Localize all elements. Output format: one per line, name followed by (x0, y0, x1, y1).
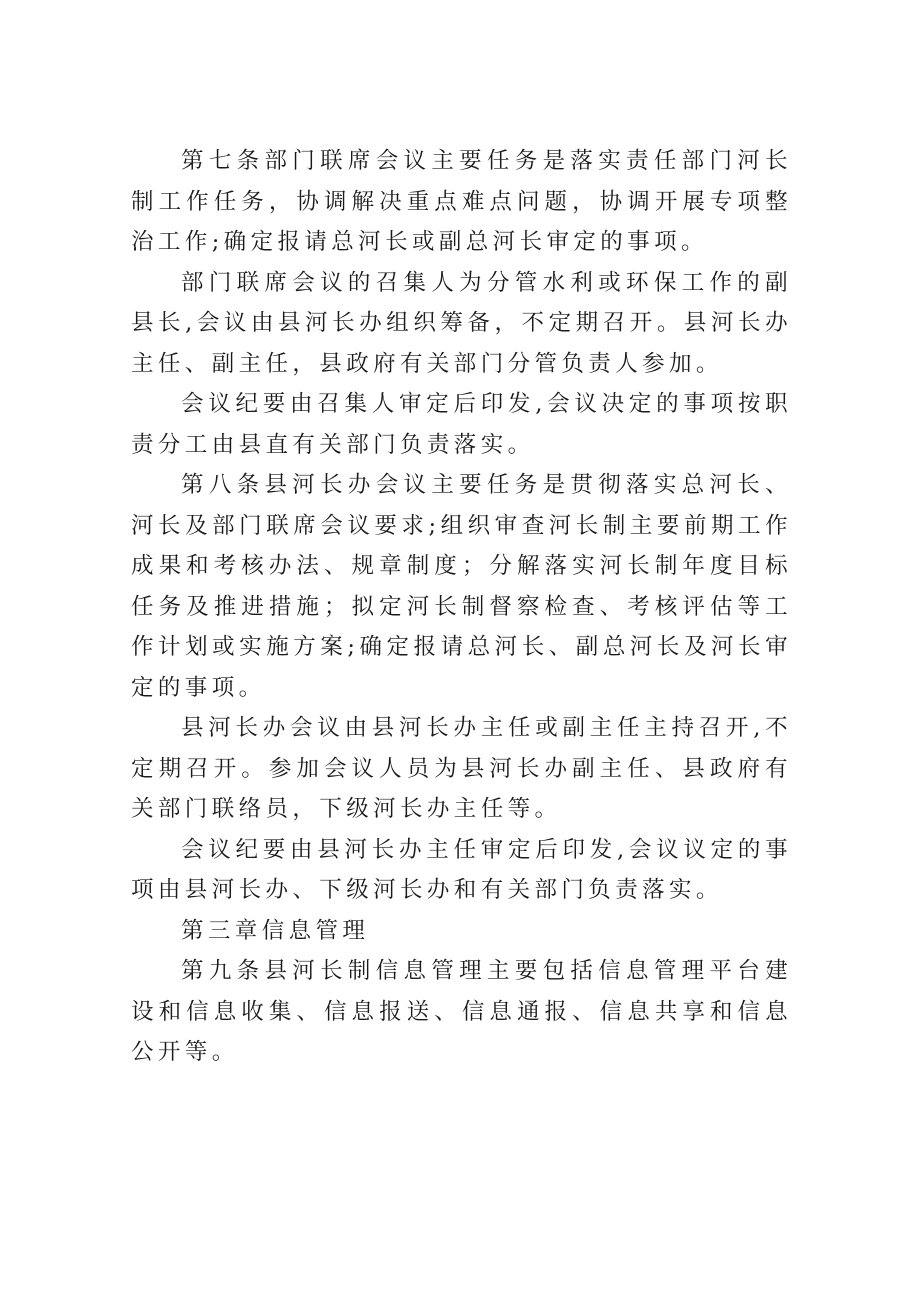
article-8-paragraph: 第八条县河长办会议主要任务是贯彻落实总河长、河长及部门联席会议要求;组织审查河长制主要前期工作成果和考核办法、规章制度；分解落实河长制年度目标任务及推进措施；拟定河长制督察检查、考核评估等工作计划或实施方案;确定报请总河长、副总河长及河长审定的事项。 (131, 472, 792, 701)
article-7-paragraph: 第七条部门联席会议主要任务是落实责任部门河长制工作任务，协调解决重点难点问题，协调开展专项整治工作;确定报请总河长或副总河长审定的事项。 (131, 148, 792, 255)
joint-meeting-minutes-paragraph: 会议纪要由召集人审定后印发,会议决定的事项按职责分工由县直有关部门负责落实。 (131, 391, 792, 458)
article-9-paragraph: 第九条县河长制信息管理主要包括信息管理平台建设和信息收集、信息报送、信息通报、信息共享和信息公开等。 (131, 958, 792, 1065)
joint-meeting-convener-paragraph: 部门联席会议的召集人为分管水利或环保工作的副县长,会议由县河长办组织筹备，不定期召开。县河长办主任、副主任，县政府有关部门分管负责人参加。 (131, 269, 792, 377)
document-page (131, 141, 792, 1073)
chapter-3-heading: 第三章信息管理 (181, 917, 370, 944)
office-meeting-host-paragraph: 县河长办会议由县河长办主任或副主任主持召开,不定期召开。参加会议人员为县河长办副主任、县政府有关部门联络员，下级河长办主任等。 (131, 715, 792, 822)
office-meeting-minutes-paragraph: 会议纪要由县河长办主任审定后印发,会议议定的事项由县河长办、下级河长办和有关部门负责落实。 (131, 836, 792, 903)
